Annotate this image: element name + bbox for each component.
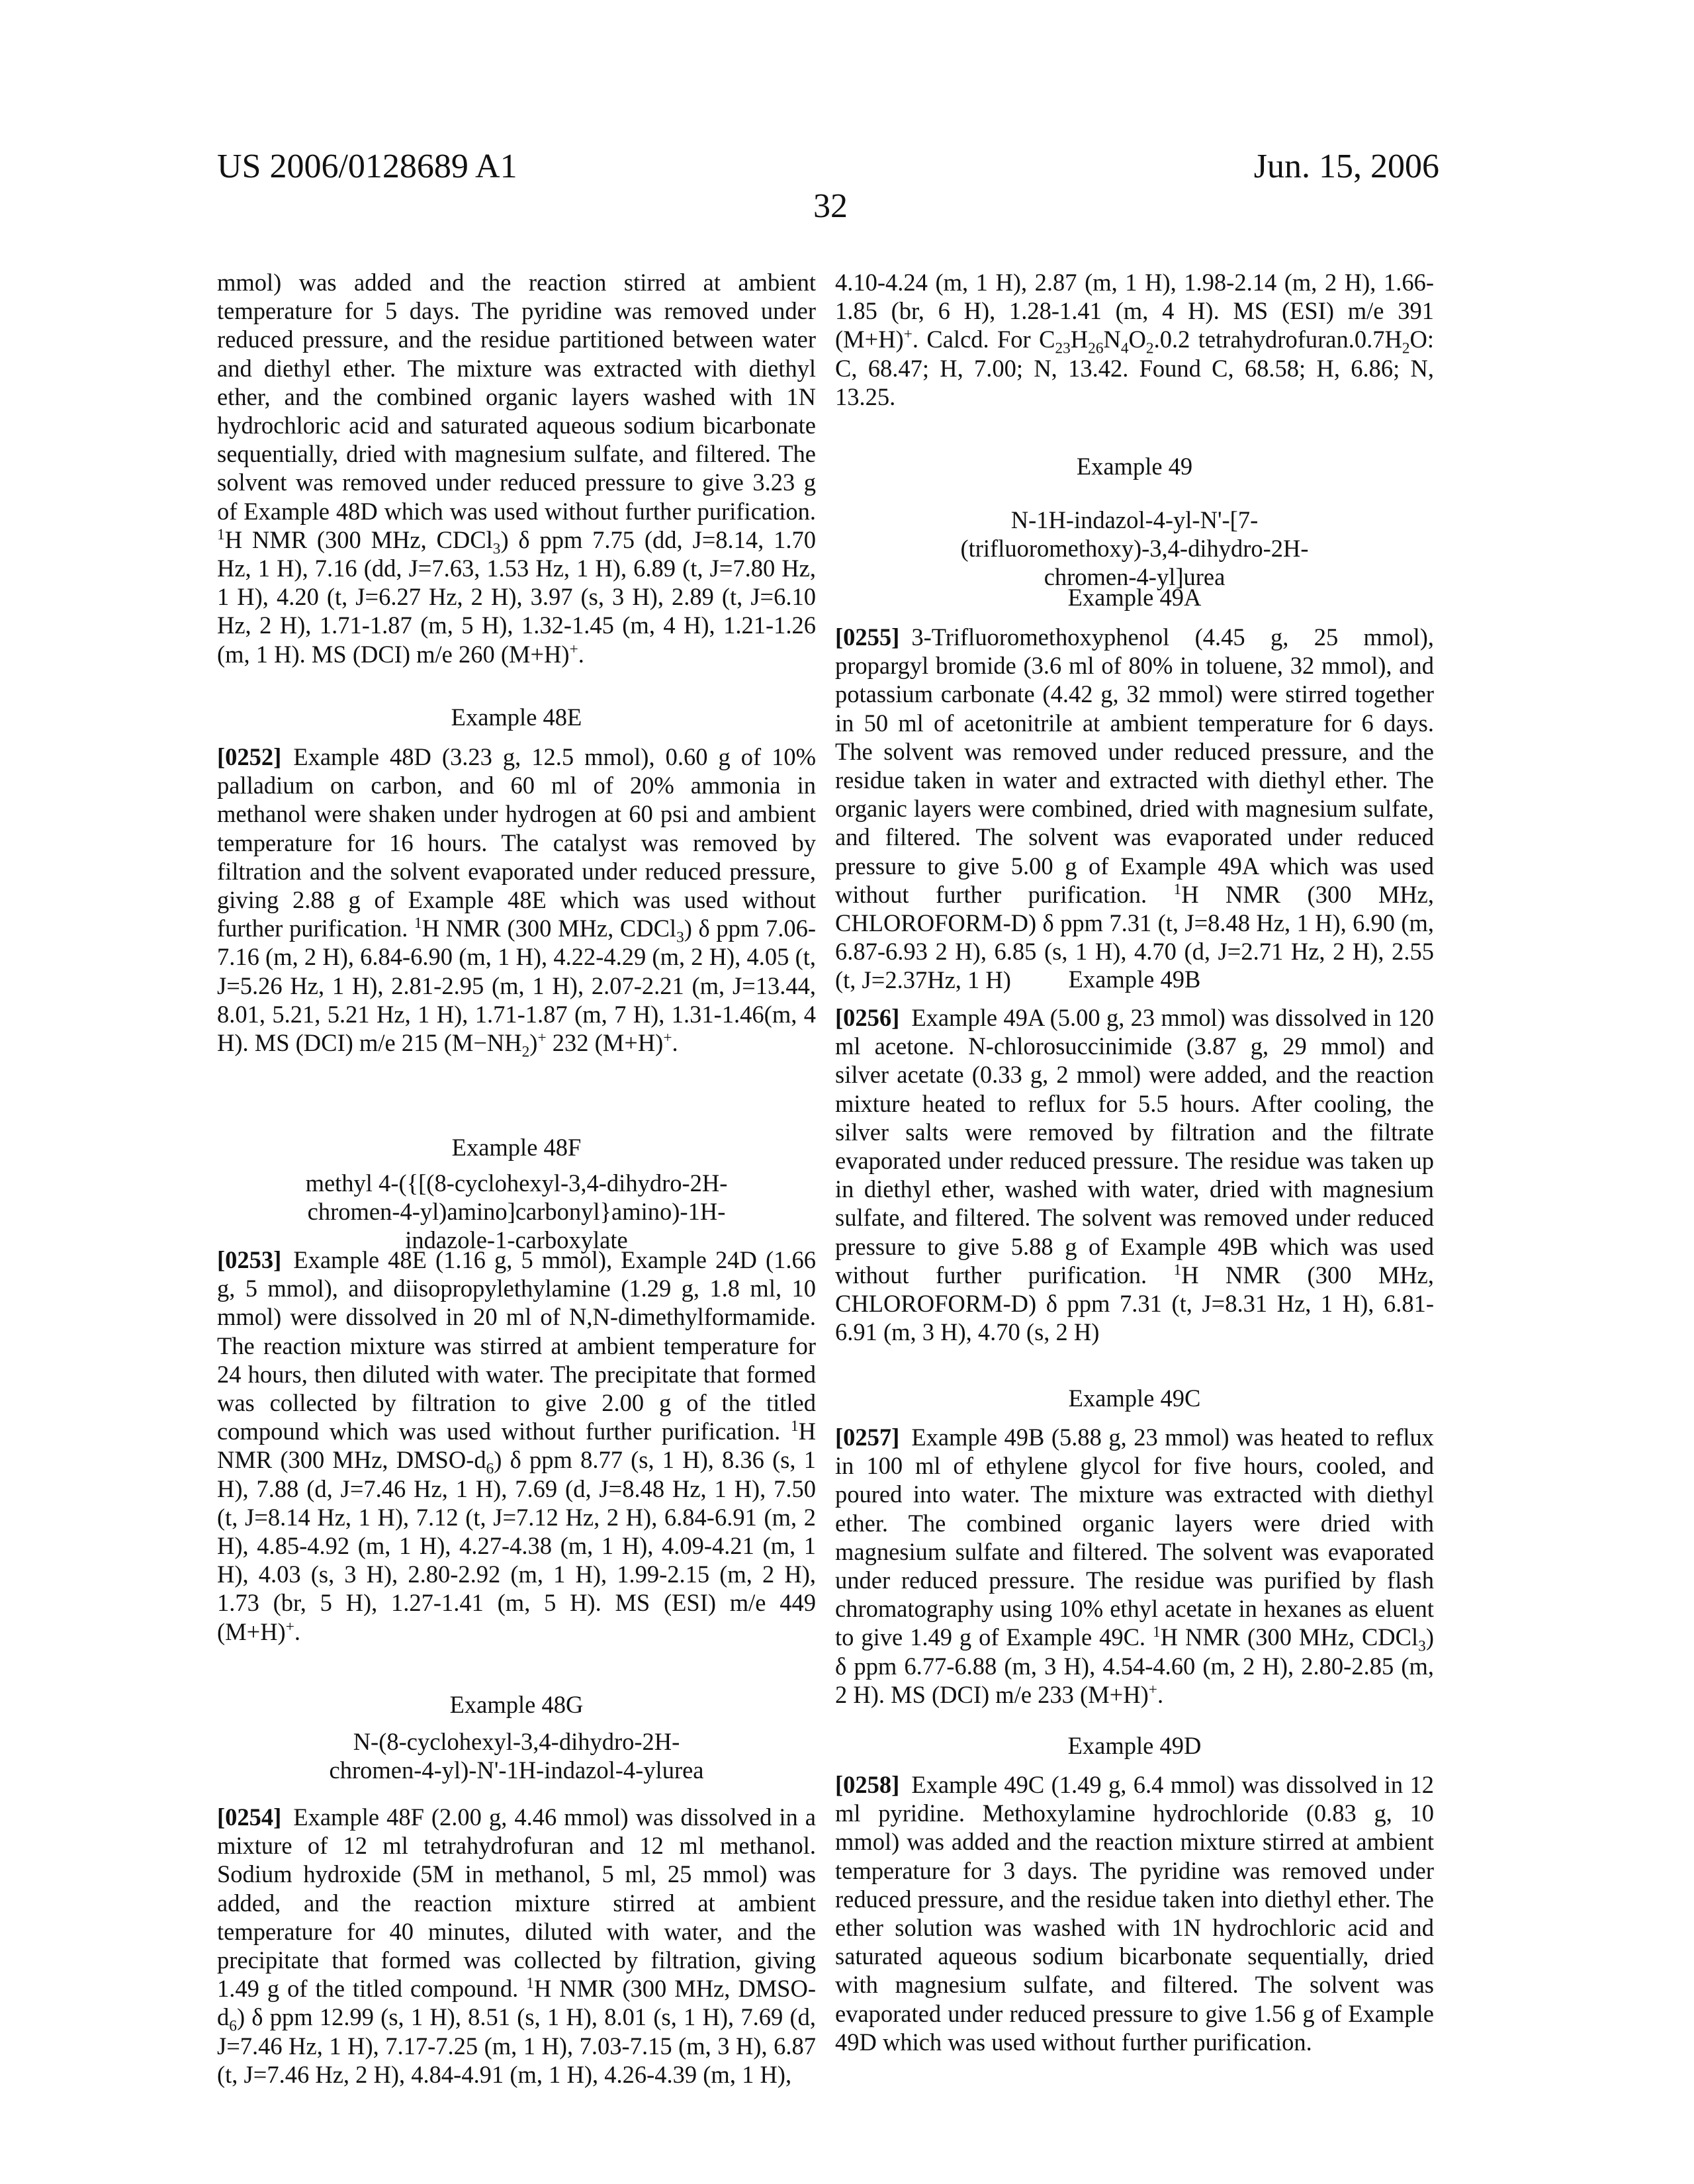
paragraph-text: Example 49C (1.49 g, 6.4 mmol) was dissolved in 12 ml pyridine. Methoxylamine hydrochloride (0.83 g, 10 mmol) was added and the reaction mixture stirred at ambient temperature for 3 days. The pyridine was removed under reduced pressure, and the residue taken into diethyl ether. The ether solution was washed with 1N hydrochloric acid and saturated aqueous sodium bicarbonate sequentially, dried with magnesium sulfate, and filtered. The solvent was evaporated under reduced pressure to give 1.56 g of Example 49D which was used without further purification. [835,1771,1434,2056]
paragraph-number: [0258] [835,1771,899,1798]
paragraph-number: [0252] [217,743,281,770]
compound-title-49: N-1H-indazol-4-yl-N'-[7-(trifluoromethoxy)-3,4-dihydro-2H-chromen-4-yl]urea [835,506,1434,592]
subscript: 26 [1088,340,1103,357]
paragraph-0258 [835,1770,1434,2056]
paragraph-text: 3-Trifluoromethoxyphenol (4.45 g, 25 mmol), propargyl bromide (3.6 ml of 80% in toluene, 32 mmol), and potassium carbonate (4.42 g, 32 mmol) were stirred together in 50 ml of acetonitrile at ambient temperature for 6 days. The solvent was removed under reduced pressure, and the residue taken in water and extracted with diethyl ether. The organic layers were combined, dried with magnesium sulfate, and filtered. The solvent was evaporated under reduced pressure to give 5.00 g of Example 49A which was used without further purification. 1H NMR (300 MHz, CHLOROFORM-D) δ ppm 7.31 (t, J=8.48 Hz, 1 H), 6.90 (m, 6.87-6.93 2 H), 6.85 (s, 1 H), 4.70 (d, J=2.71 Hz, 2 H), 2.55 (t, J=2.37Hz, 1 H) [835,623,1434,993]
superscript: + [537,1029,546,1046]
superscript: + [663,1029,672,1046]
heading-example-49a: Example 49A [835,583,1434,612]
superscript: 1 [217,526,225,543]
heading-example-48e: Example 48E [217,703,816,731]
paragraph-number: [0255] [835,623,899,651]
superscript: + [1149,1681,1157,1698]
paragraph-text: Example 48E (1.16 g, 5 mmol), Example 24D (1.66 g, 5 mmol), and diisopropylethylamine (1.29 g, 1.8 ml, 10 mmol) were dissolved in 20 ml of N,N-dimethylformamide. The reaction mixture was stirred at ambient temperature for 24 hours, then diluted with water. The precipitate that formed was collected by filtration to give 2.00 g of the titled compound which was used without further purification. 1H NMR (300 MHz, DMSO-d6) δ ppm 8.77 (s, 1 H), 8.36 (s, 1 H), 7.88 (d, J=7.46 Hz, 1 H), 7.69 (d, J=8.48 Hz, 1 H), 7.50 (t, J=8.14 Hz, 1 H), 7.12 (t, J=7.12 Hz, 2 H), 6.84-6.91 (m, 2 H), 4.85-4.92 (m, 1 H), 4.27-4.38 (m, 1 H), 4.09-4.21 (m, 1 H), 4.03 (s, 3 H), 2.80-2.92 (m, 1 H), 1.99-2.15 (m, 2 H), 1.73 (br, 5 H), 1.27-1.41 (m, 5 H). MS (ESI) m/e 449 (M+H)+. [217,1246,816,1645]
subscript: 2 [1402,340,1410,357]
superscript: + [570,640,578,657]
superscript: + [904,326,913,343]
subscript: 3 [1418,1638,1426,1655]
subscript: 3 [676,929,684,946]
page-number: 32 [794,187,867,226]
paragraph-0256 [835,1003,1434,1346]
paragraph-number: [0254] [217,1803,281,1831]
superscript: 1 [414,915,422,932]
subscript: 3 [493,540,501,557]
paragraph-number: [0257] [835,1424,899,1451]
patent-number: US 2006/0128689 A1 [217,147,517,187]
superscript: 1 [1174,1261,1182,1279]
subscript: 4 [1121,340,1129,357]
heading-example-48g: Example 48G [217,1690,816,1719]
paragraph-0255 [835,623,1434,995]
paragraph-text: Example 48D (3.23 g, 12.5 mmol), 0.60 g of 10% palladium on carbon, and 60 ml of 20% ammonia in methanol were shaken under hydrogen at 60 psi and ambient temperature for 16 hours. The catalyst was removed by filtration and the solvent evaporated under reduced pressure, giving 2.88 g of Example 48E which was used without further purification. 1H NMR (300 MHz, CDCl3) δ ppm 7.06-7.16 (m, 2 H), 6.84-6.90 (m, 1 H), 4.22-4.29 (m, 2 H), 4.05 (t, J=5.26 Hz, 1 H), 2.81-2.95 (m, 1 H), 2.07-2.21 (m, J=13.44, 8.01, 5.21, 5.21 Hz, 1 H), 1.71-1.87 (m, 7 H), 1.31-1.46(m, 4 H). MS (DCI) m/e 215 (M−NH2)+ 232 (M+H)+. [217,743,816,1056]
paragraph-number: [0253] [217,1246,281,1273]
publication-date: Jun. 15, 2006 [1254,147,1439,187]
subscript: 6 [486,1461,494,1478]
subscript: 6 [229,2018,237,2035]
subscript: 23 [1055,340,1070,357]
superscript: 1 [791,1418,799,1435]
heading-example-49d: Example 49D [835,1731,1434,1760]
subscript: 2 [1146,340,1154,357]
heading-example-49b: Example 49B [835,965,1434,993]
heading-example-48f: Example 48F [217,1133,816,1161]
compound-title-48g: N-(8-cyclohexyl-3,4-dihydro-2H-chromen-4-yl)-N'-1H-indazol-4-ylurea [217,1727,816,1784]
paragraph-continuation: 4.10-4.24 (m, 1 H), 2.87 (m, 1 H), 1.98-2.14 (m, 2 H), 1.66-1.85 (br, 6 H), 1.28-1.41 (m, 4 H). MS (ESI) m/e 391 (M+H)+. Calcd. For C23H26N4O2.0.2 tetrahydrofuran.0.7H2O: C, 68.47; H, 7.00; N, 13.42. Found C, 68.58; H, 6.86; N, 13.25. [835,268,1434,411]
superscript: 1 [1174,881,1182,898]
paragraph-text: Example 49B (5.88 g, 23 mmol) was heated to reflux in 100 ml of ethylene glycol for five hours, cooled, and poured into water. The mixture was extracted with diethyl ether. The combined organic layers were dried with magnesium sulfate and filtered. The solvent was evaporated under reduced pressure. The residue was purified by flash chromatography using 10% ethyl acetate in hexanes as eluent to give 1.49 g of Example 49C. 1H NMR (300 MHz, CDCl3) δ ppm 6.77-6.88 (m, 3 H), 4.54-4.60 (m, 2 H), 2.80-2.85 (m, 2 H). MS (DCI) m/e 233 (M+H)+. [835,1424,1434,1708]
paragraph-text: Example 48F (2.00 g, 4.46 mmol) was dissolved in a mixture of 12 ml tetrahydrofuran and 12 ml methanol. Sodium hydroxide (5M in methanol, 5 ml, 25 mmol) was added, and the reaction mixture stirred at ambient temperature for 40 minutes, diluted with water, and the precipitate that formed was collected by filtration, giving 1.49 g of the titled compound. 1H NMR (300 MHz, DMSO-d6) δ ppm 12.99 (s, 1 H), 8.51 (s, 1 H), 8.01 (s, 1 H), 7.69 (d, J=7.46 Hz, 1 H), 7.17-7.25 (m, 1 H), 7.03-7.15 (m, 3 H), 6.87 (t, J=7.46 Hz, 2 H), 4.84-4.91 (m, 1 H), 4.26-4.39 (m, 1 H), [217,1803,816,2088]
paragraph-0253 [217,1246,816,1646]
compound-title-48f: methyl 4-({[(8-cyclohexyl-3,4-dihydro-2H-chromen-4-yl)amino]carbonyl}amino)-1H-indazole-1-carboxylate [217,1169,816,1255]
paragraph-number: [0256] [835,1004,899,1031]
paragraph-0257 [835,1423,1434,1709]
heading-example-49c: Example 49C [835,1384,1434,1412]
paragraph-continuation: mmol) was added and the reaction stirred at ambient temperature for 5 days. The pyridine was removed under reduced pressure, and the residue partitioned between water and diethyl ether. The mixture was extracted with diethyl ether, and the combined organic layers washed with 1N hydrochloric acid and saturated aqueous sodium bicarbonate sequentially, dried with magnesium sulfate, and filtered. The solvent was removed under reduced pressure to give 3.23 g of Example 48D which was used without further purification. 1H NMR (300 MHz, CDCl3) δ ppm 7.75 (dd, J=8.14, 1.70 Hz, 1 H), 7.16 (dd, J=7.63, 1.53 Hz, 1 H), 6.89 (t, J=7.80 Hz, 1 H), 4.20 (t, J=6.27 Hz, 2 H), 3.97 (s, 3 H), 2.89 (t, J=6.10 Hz, 2 H), 1.71-1.87 (m, 5 H), 1.32-1.45 (m, 4 H), 1.21-1.26 (m, 1 H). MS (DCI) m/e 260 (M+H)+. [217,268,816,668]
paragraph-0254 [217,1803,816,2089]
paragraph-text: Example 49A (5.00 g, 23 mmol) was dissolved in 120 ml acetone. N-chlorosuccinimide (3.87 g, 29 mmol) and silver acetate (0.33 g, 2 mmol) were added, and the reaction mixture heated to reflux for 5.5 hours. After cooling, the silver salts were removed by filtration and the filtrate evaporated under reduced pressure. The residue was taken up in diethyl ether, washed with water, dried with magnesium sulfate, and filtered. The solvent was removed under reduced pressure to give 5.88 g of Example 49B which was used without further purification. 1H NMR (300 MHz, CHLOROFORM-D) δ ppm 7.31 (t, J=8.31 Hz, 1 H), 6.81-6.91 (m, 3 H), 4.70 (s, 2 H) [835,1004,1434,1345]
subscript: 2 [522,1043,530,1060]
superscript: 1 [526,1975,534,1992]
superscript: 1 [1153,1623,1161,1641]
paragraph-0252 [217,743,816,1057]
heading-example-49: Example 49 [835,452,1434,480]
superscript: + [286,1617,294,1635]
